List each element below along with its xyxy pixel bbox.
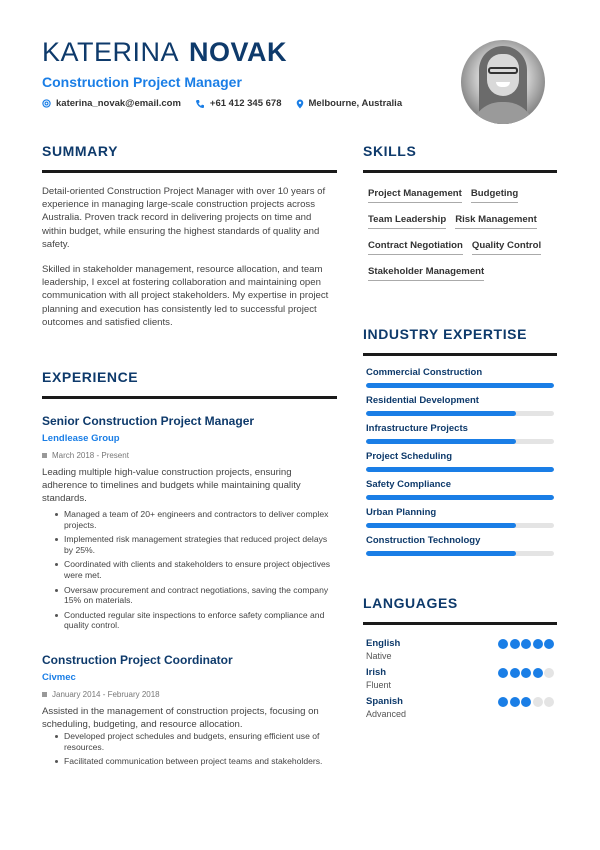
expertise-item bbox=[363, 478, 557, 500]
experience-section bbox=[42, 366, 337, 767]
candidate-name bbox=[42, 36, 452, 68]
achievement-item: Managed a team of 20+ engineers and contractors to deliver complex projects. bbox=[42, 509, 337, 530]
section-divider bbox=[363, 170, 557, 173]
rating-dot-filled bbox=[510, 668, 520, 678]
language-info bbox=[366, 637, 400, 662]
expertise-bar-fill bbox=[366, 551, 516, 556]
skill-tag: Stakeholder Management bbox=[368, 263, 484, 281]
skill-tag: Budgeting bbox=[471, 185, 518, 203]
language-level: Fluent bbox=[366, 680, 392, 690]
summary-heading: SUMMARY bbox=[42, 143, 119, 159]
language-item bbox=[363, 666, 557, 691]
expertise-bar-track bbox=[366, 411, 554, 416]
expertise-bar-fill bbox=[366, 467, 554, 472]
skill-tag: Contract Negotiation bbox=[368, 237, 463, 255]
expertise-bar-fill bbox=[366, 523, 516, 528]
rating-dot-filled bbox=[498, 697, 508, 707]
achievement-item: Coordinated with clients and stakeholders to ensure project objectives were met. bbox=[42, 559, 337, 580]
skill-tag: Quality Control bbox=[472, 237, 541, 255]
job-dates bbox=[42, 451, 337, 460]
achievement-item: Developed project schedules and budgets, ensuring efficient use of resources. bbox=[42, 731, 337, 752]
languages-heading: LANGUAGES bbox=[363, 595, 458, 611]
rating-dot-filled bbox=[498, 639, 508, 649]
language-level: Native bbox=[366, 651, 392, 661]
achievement-list bbox=[42, 509, 337, 631]
language-item bbox=[363, 637, 557, 662]
skills-section bbox=[363, 140, 557, 289]
date-range: January 2014 - February 2018 bbox=[52, 689, 160, 699]
expertise-item bbox=[363, 450, 557, 472]
summary-paragraph: Detail-oriented Construction Project Manager with over 10 years of experience in managing large-scale construction projects across Australia. Proven track record in delivering projects on time and within budget, while ensuring the highest standards of quality and safety. bbox=[42, 186, 326, 250]
expertise-item bbox=[363, 394, 557, 416]
rating-dot-filled bbox=[544, 639, 554, 649]
expertise-label: Urban Planning bbox=[366, 507, 437, 518]
language-level: Advanced bbox=[366, 709, 407, 719]
expertise-item bbox=[363, 534, 557, 556]
achievement-item: Conducted regular site inspections to enforce safety compliance and quality control. bbox=[42, 610, 337, 631]
contact-phone[interactable] bbox=[195, 98, 282, 109]
phone-icon bbox=[195, 99, 205, 109]
expertise-bar-track bbox=[366, 523, 554, 528]
expertise-bar-fill bbox=[366, 411, 516, 416]
achievement-item: Facilitated communication between project teams and stakeholders. bbox=[42, 756, 337, 767]
expertise-label: Residential Development bbox=[366, 395, 479, 406]
phone-text: +61 412 345 678 bbox=[209, 98, 282, 109]
rating-dot-filled bbox=[533, 639, 543, 649]
language-rating bbox=[497, 639, 555, 649]
job-dates bbox=[42, 690, 337, 699]
rating-dot-filled bbox=[510, 697, 520, 707]
company-name: Lendlease Group bbox=[42, 433, 120, 445]
rating-dot-empty bbox=[544, 697, 554, 707]
expertise-bar-fill bbox=[366, 383, 554, 388]
expertise-bar-fill bbox=[366, 439, 516, 444]
rating-dot-filled bbox=[521, 639, 531, 649]
section-divider bbox=[363, 353, 557, 356]
expertise-bar-track bbox=[366, 383, 554, 388]
language-info bbox=[366, 695, 406, 720]
expertise-bar-track bbox=[366, 467, 554, 472]
photo-glasses bbox=[488, 67, 518, 74]
skill-tag: Risk Management bbox=[455, 211, 537, 229]
rating-dot-filled bbox=[510, 639, 520, 649]
job-headline: Construction Project Manager bbox=[42, 74, 242, 90]
rating-dot-filled bbox=[498, 668, 508, 678]
language-rating bbox=[497, 697, 555, 707]
rating-dot-filled bbox=[521, 668, 531, 678]
at-icon bbox=[42, 99, 51, 108]
contact-email[interactable] bbox=[42, 98, 181, 109]
skills-list bbox=[363, 185, 557, 289]
contact-location bbox=[296, 98, 403, 109]
achievement-item: Implemented risk management strategies that reduced project delays by 25%. bbox=[42, 534, 337, 555]
expertise-label: Infrastructure Projects bbox=[366, 423, 468, 434]
job-description: Assisted in the management of construction projects, focusing on scheduling, budgeting, and resource allocation. bbox=[42, 705, 319, 730]
first-name: KATERINA bbox=[42, 37, 180, 67]
expertise-label: Commercial Construction bbox=[366, 367, 483, 378]
calendar-icon bbox=[42, 692, 47, 697]
section-divider bbox=[42, 396, 337, 399]
rating-dot-empty bbox=[544, 668, 554, 678]
date-range: March 2018 - Present bbox=[52, 451, 129, 461]
expertise-bar-track bbox=[366, 439, 554, 444]
rating-dot-empty bbox=[533, 697, 543, 707]
language-name: Spanish bbox=[366, 696, 403, 707]
job-entry bbox=[42, 653, 337, 767]
skill-tag: Project Management bbox=[368, 185, 462, 203]
skills-heading: SKILLS bbox=[363, 143, 417, 159]
language-name: Irish bbox=[366, 667, 387, 678]
expertise-label: Construction Technology bbox=[366, 535, 481, 546]
achievement-item: Oversaw procurement and contract negotiations, saving the company 15% on materials. bbox=[42, 585, 337, 606]
left-column bbox=[42, 140, 337, 771]
email-text: katerina_novak@email.com bbox=[56, 98, 181, 109]
languages-list bbox=[363, 637, 557, 720]
section-divider bbox=[42, 170, 337, 173]
expertise-list bbox=[363, 366, 557, 556]
last-name: NOVAK bbox=[189, 37, 288, 67]
expertise-bar-fill bbox=[366, 495, 554, 500]
company-name: Civmec bbox=[42, 671, 76, 683]
rating-dot-filled bbox=[533, 668, 543, 678]
summary-paragraph: Skilled in stakeholder management, resource allocation, and team leadership, I excel at fostering collaboration and maintaining open communication with all project stakeholders. My expertise in project planning and execution has consistently led to successful project outcomes and satisfied clients. bbox=[42, 264, 329, 328]
language-info bbox=[366, 666, 391, 691]
language-name: English bbox=[366, 638, 401, 649]
summary-section bbox=[42, 140, 337, 329]
expertise-label: Project Scheduling bbox=[366, 451, 453, 462]
location-text: Melbourne, Australia bbox=[308, 98, 403, 109]
expertise-item bbox=[363, 422, 557, 444]
rating-dot-filled bbox=[521, 697, 531, 707]
section-divider bbox=[363, 622, 557, 625]
languages-section bbox=[363, 592, 557, 720]
expertise-section bbox=[363, 323, 557, 556]
photo-face bbox=[487, 54, 519, 96]
job-title: Senior Construction Project Manager bbox=[42, 414, 255, 429]
language-rating bbox=[497, 668, 555, 678]
resume-header bbox=[42, 36, 452, 109]
location-pin-icon bbox=[296, 99, 304, 109]
expertise-heading: INDUSTRY EXPERTISE bbox=[363, 326, 528, 342]
skill-tag: Team Leadership bbox=[368, 211, 446, 229]
job-description: Leading multiple high-value construction projects, ensuring adherence to timelines and budgets while maintaining quality standards. bbox=[42, 467, 301, 505]
right-column bbox=[363, 140, 557, 724]
expertise-label: Safety Compliance bbox=[366, 479, 451, 490]
expertise-bar-track bbox=[366, 495, 554, 500]
achievement-list bbox=[42, 731, 337, 767]
expertise-item bbox=[363, 506, 557, 528]
calendar-icon bbox=[42, 453, 47, 458]
expertise-item bbox=[363, 366, 557, 388]
language-item bbox=[363, 695, 557, 720]
job-entry bbox=[42, 414, 337, 631]
experience-heading: EXPERIENCE bbox=[42, 369, 139, 386]
job-title: Construction Project Coordinator bbox=[42, 652, 233, 667]
expertise-bar-track bbox=[366, 551, 554, 556]
profile-photo bbox=[461, 40, 545, 124]
contact-info bbox=[42, 98, 452, 109]
